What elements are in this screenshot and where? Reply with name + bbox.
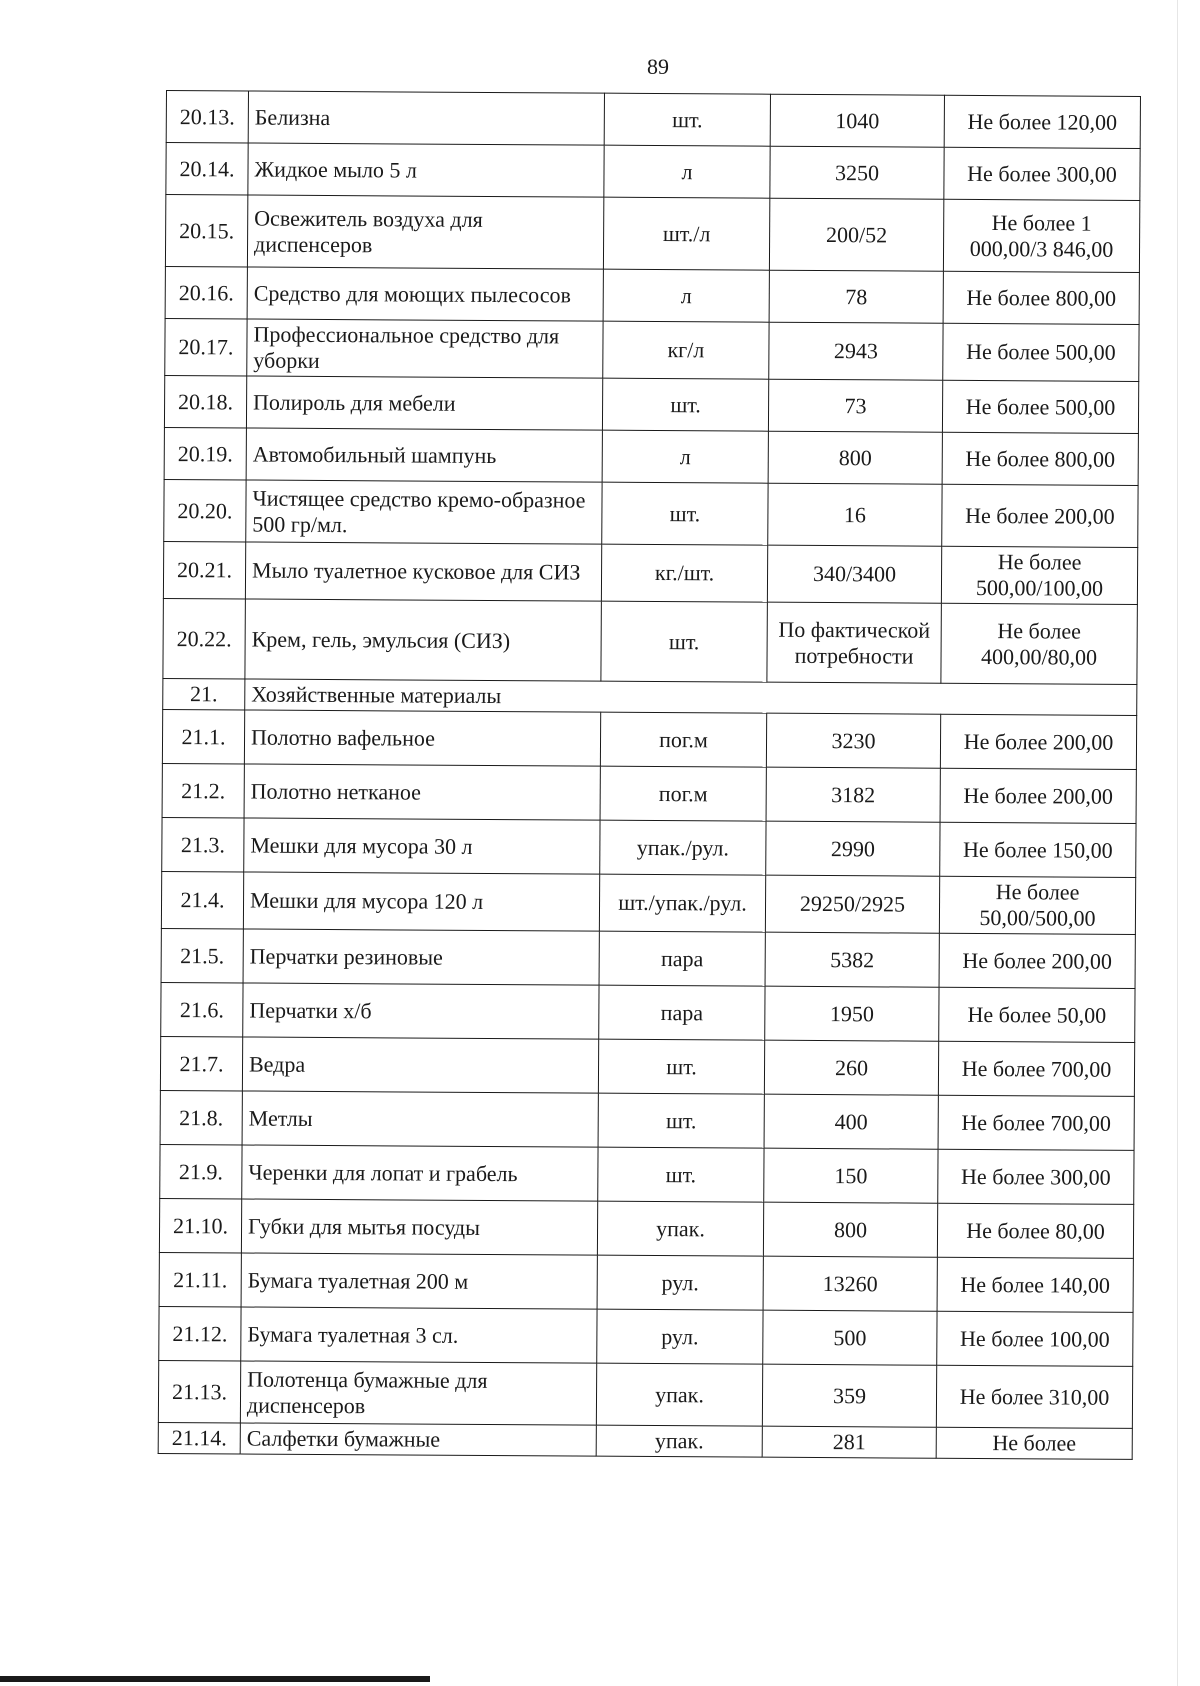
item-unit: шт. xyxy=(598,1039,764,1094)
item-price: Не более 140,00 xyxy=(937,1257,1133,1312)
item-unit: шт./упак./рул. xyxy=(599,874,765,932)
item-quantity: 340/3400 xyxy=(767,545,941,603)
row-number: 21.7. xyxy=(160,1036,242,1091)
item-price: Не более 700,00 xyxy=(938,1041,1134,1096)
item-name: Автомобильный шампунь xyxy=(246,428,602,482)
table-row xyxy=(160,1036,1134,1096)
item-quantity: 3250 xyxy=(770,146,944,199)
item-name: Освежитель воздуха для диспенсеров xyxy=(247,195,603,269)
item-unit: пог.м xyxy=(600,766,766,821)
item-name: Полироль для мебели xyxy=(246,376,602,430)
item-unit: упак. xyxy=(596,1425,762,1457)
item-quantity: 500 xyxy=(763,1310,937,1365)
item-quantity: 2943 xyxy=(769,322,943,380)
table-row xyxy=(158,1360,1132,1428)
table-row xyxy=(160,1090,1134,1150)
item-price: Не более xyxy=(936,1427,1132,1459)
item-unit: пара xyxy=(599,985,765,1040)
item-unit: шт. xyxy=(598,1147,764,1202)
row-number: 21.10. xyxy=(159,1198,241,1252)
item-price: Не более 310,00 xyxy=(936,1365,1132,1428)
item-unit: шт. xyxy=(602,482,768,545)
item-price: Не более 500,00/100,00 xyxy=(941,546,1137,604)
row-number: 21.1. xyxy=(162,709,244,763)
row-number: 21.6. xyxy=(161,982,243,1036)
row-number: 20.14. xyxy=(166,143,248,195)
item-quantity: 16 xyxy=(768,483,942,546)
item-unit: упак. xyxy=(596,1363,762,1426)
row-number: 20.21. xyxy=(163,541,245,598)
table-row xyxy=(159,1252,1133,1312)
item-unit: рул. xyxy=(597,1309,763,1364)
table-row xyxy=(166,143,1140,201)
item-name: Чистящее средство кремо-образное 500 гр/мл. xyxy=(246,480,602,544)
item-quantity: 200/52 xyxy=(769,198,943,271)
item-quantity: 281 xyxy=(762,1426,936,1458)
item-price: Не более 400,00/80,00 xyxy=(941,603,1137,684)
row-number: 20.20. xyxy=(164,479,246,541)
table-row xyxy=(161,871,1135,934)
item-quantity: 3182 xyxy=(766,767,940,822)
bottom-rule xyxy=(0,1676,430,1682)
row-number: 21.13. xyxy=(158,1360,240,1422)
item-price: Не более 200,00 xyxy=(942,484,1138,547)
table-row xyxy=(164,479,1138,547)
item-unit: шт. xyxy=(604,93,770,146)
item-price: Не более 300,00 xyxy=(944,147,1140,200)
item-name: Полотно нетканое xyxy=(244,764,600,820)
row-number: 21.11. xyxy=(159,1252,241,1307)
item-name: Перчатки резиновые xyxy=(243,929,599,985)
row-number: 20.18. xyxy=(164,375,246,427)
item-quantity: 400 xyxy=(764,1094,938,1149)
item-unit: шт. xyxy=(602,378,768,431)
item-quantity: 359 xyxy=(762,1364,936,1427)
item-name: Средство для моющих пылесосов xyxy=(247,267,603,321)
row-number: 20.22. xyxy=(163,598,245,678)
item-price: Не более 200,00 xyxy=(940,768,1136,823)
row-number: 21.12. xyxy=(159,1306,241,1360)
item-unit: шт./л xyxy=(603,197,769,270)
item-unit: кг./шт. xyxy=(601,544,767,602)
item-quantity: 1040 xyxy=(770,94,944,147)
item-unit: л xyxy=(604,145,770,198)
item-name: Салфетки бумажные xyxy=(240,1423,596,1456)
item-name: Мешки для мусора 120 л xyxy=(243,872,599,931)
item-price: Не более 50,00/500,00 xyxy=(939,876,1135,934)
item-quantity: 260 xyxy=(764,1040,938,1095)
table-row xyxy=(164,427,1138,485)
item-name: Крем, гель, эмульсия (СИЗ) xyxy=(245,599,601,681)
item-price: Не более 300,00 xyxy=(938,1149,1134,1204)
item-price: Не более 100,00 xyxy=(937,1311,1133,1366)
table-row xyxy=(162,817,1136,877)
item-price: Не более 200,00 xyxy=(940,714,1136,769)
item-name: Белизна xyxy=(248,91,604,145)
item-name: Ведра xyxy=(242,1037,598,1093)
item-unit: шт. xyxy=(601,601,767,682)
table-row xyxy=(161,928,1135,988)
table-row xyxy=(163,598,1137,684)
materials-table xyxy=(158,90,1141,1460)
item-quantity: По фактической потребности xyxy=(767,602,941,683)
item-quantity: 29250/2925 xyxy=(765,875,939,933)
table-row xyxy=(162,709,1136,769)
item-price: Не более 500,00 xyxy=(942,380,1138,433)
item-quantity: 78 xyxy=(769,270,943,323)
section-title: Хозяйственные материалы xyxy=(245,679,1137,715)
item-price: Не более 800,00 xyxy=(942,432,1138,485)
item-quantity: 73 xyxy=(768,379,942,432)
table-row xyxy=(158,1422,1132,1459)
row-number: 21.3. xyxy=(162,817,244,871)
table-row xyxy=(162,763,1136,823)
item-name: Бумага туалетная 200 м xyxy=(241,1253,597,1309)
row-number: 20.17. xyxy=(165,318,247,375)
table-row xyxy=(160,1144,1134,1204)
row-number: 21. xyxy=(163,678,245,710)
row-number: 21.8. xyxy=(160,1090,242,1144)
table-row xyxy=(165,318,1139,381)
item-price: Не более 50,00 xyxy=(939,987,1135,1042)
row-number: 20.15. xyxy=(165,195,247,267)
item-quantity: 800 xyxy=(763,1202,937,1257)
item-name: Метлы xyxy=(242,1091,598,1147)
item-price: Не более 150,00 xyxy=(940,822,1136,877)
materials-table-body xyxy=(158,91,1140,1460)
item-quantity: 1950 xyxy=(765,986,939,1041)
row-number: 21.9. xyxy=(160,1144,242,1198)
item-price: Не более 120,00 xyxy=(944,95,1140,148)
row-number: 20.16. xyxy=(165,266,247,318)
item-name: Перчатки х/б xyxy=(243,983,599,1039)
item-price: Не более 200,00 xyxy=(939,933,1135,988)
item-unit: упак./рул. xyxy=(600,820,766,875)
item-price: Не более 800,00 xyxy=(943,271,1139,324)
item-quantity: 800 xyxy=(768,431,942,484)
item-quantity: 13260 xyxy=(763,1256,937,1311)
item-quantity: 150 xyxy=(764,1148,938,1203)
item-quantity: 2990 xyxy=(766,821,940,876)
table-row xyxy=(166,91,1140,149)
item-name: Черенки для лопат и грабель xyxy=(242,1145,598,1201)
item-name: Губки для мытья посуды xyxy=(241,1199,597,1255)
item-price: Не более 700,00 xyxy=(938,1095,1134,1150)
item-name: Мешки для мусора 30 л xyxy=(244,818,600,874)
row-number: 20.13. xyxy=(166,91,248,143)
item-unit: рул. xyxy=(597,1255,763,1310)
table-row xyxy=(165,195,1139,273)
item-price: Не более 80,00 xyxy=(937,1203,1133,1258)
scan-edge xyxy=(1177,0,1178,1686)
table-row xyxy=(164,375,1138,433)
item-unit: л xyxy=(603,269,769,322)
item-unit: шт. xyxy=(598,1093,764,1148)
page-number: 89 xyxy=(647,54,669,79)
item-name: Жидкое мыло 5 л xyxy=(248,143,604,197)
item-name: Профессиональное средство для уборки xyxy=(247,319,603,378)
row-number: 20.19. xyxy=(164,427,246,479)
table-row xyxy=(165,266,1139,324)
item-name: Мыло туалетное кусковое для СИЗ xyxy=(245,542,601,601)
row-number: 21.5. xyxy=(161,928,243,982)
item-name: Полотенца бумажные для диспенсеров xyxy=(240,1361,596,1425)
item-name: Полотно вафельное xyxy=(244,710,600,766)
item-unit: пара xyxy=(599,931,765,986)
table-row xyxy=(161,982,1135,1042)
item-quantity: 5382 xyxy=(765,932,939,987)
item-unit: пог.м xyxy=(600,712,766,767)
item-price: Не более 1 000,00/3 846,00 xyxy=(943,199,1139,272)
row-number: 21.4. xyxy=(161,871,243,928)
item-name: Бумага туалетная 3 сл. xyxy=(241,1307,597,1363)
table-row xyxy=(163,541,1137,604)
row-number: 21.14. xyxy=(158,1422,240,1454)
table-row xyxy=(159,1198,1133,1258)
item-unit: кг/л xyxy=(603,321,769,379)
item-unit: л xyxy=(602,430,768,483)
row-number: 21.2. xyxy=(162,763,244,817)
item-quantity: 3230 xyxy=(766,713,940,768)
item-unit: упак. xyxy=(597,1201,763,1256)
item-price: Не более 500,00 xyxy=(943,323,1139,381)
table-row xyxy=(159,1306,1133,1366)
